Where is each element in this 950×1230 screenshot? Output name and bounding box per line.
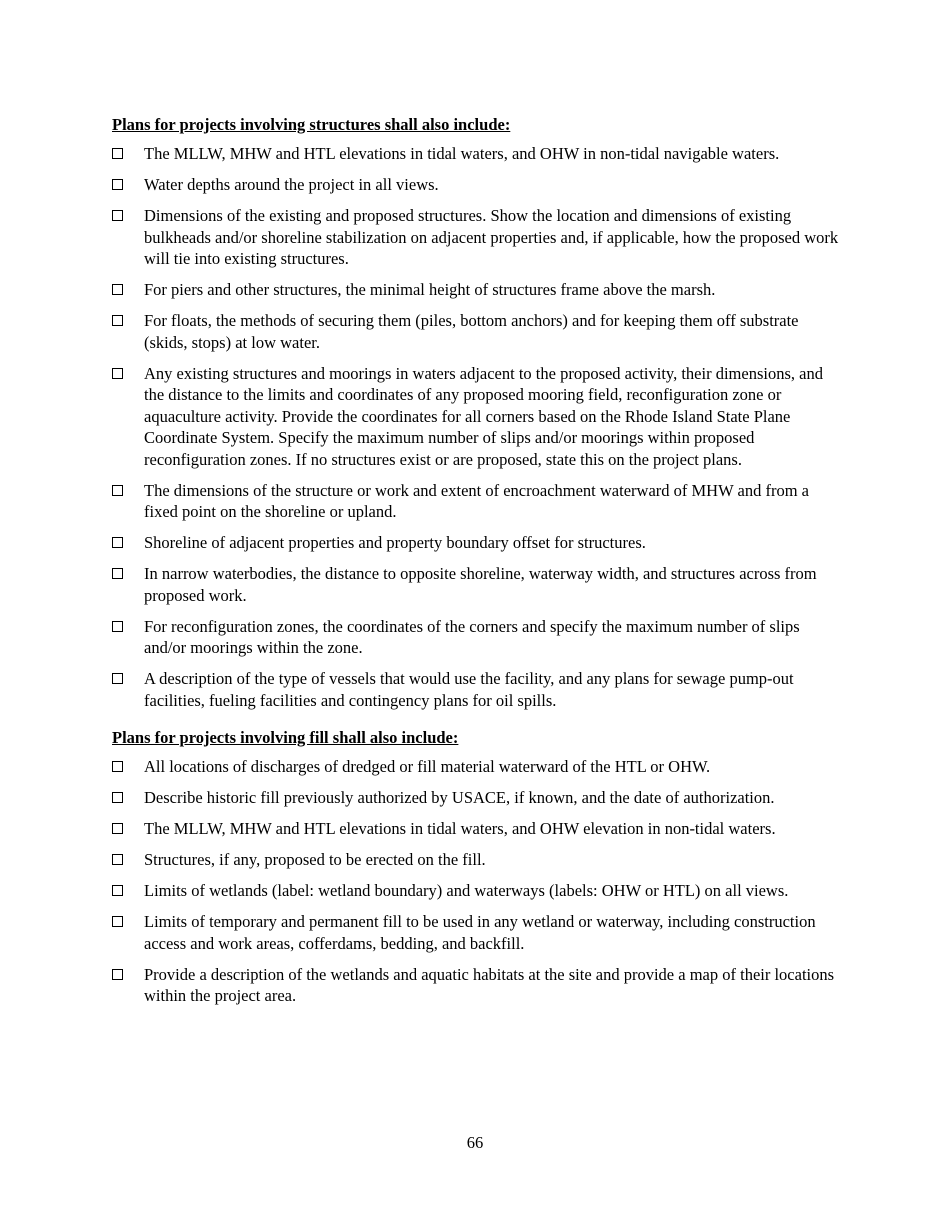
checklist-item — [112, 911, 842, 954]
checkbox[interactable] — [112, 792, 123, 803]
section-heading-fill: Plans for projects involving fill shall also include: — [112, 728, 459, 747]
checkbox[interactable] — [112, 485, 123, 496]
checkbox[interactable] — [112, 315, 123, 326]
checklist-item — [112, 363, 842, 471]
checklist-item — [112, 849, 842, 871]
checklist-item-text: A description of the type of vessels that would use the facility, and any plans for sewage pump-out facilities, fueling facilities and contingency plans for oil spills. — [144, 669, 794, 710]
checklist-item-text: Structures, if any, proposed to be erected on the fill. — [144, 850, 486, 869]
checklist-item — [112, 880, 842, 902]
checkbox[interactable] — [112, 368, 123, 379]
checkbox[interactable] — [112, 761, 123, 772]
checklist-item-text: Shoreline of adjacent properties and property boundary offset for structures. — [144, 533, 646, 552]
checkbox[interactable] — [112, 537, 123, 548]
section-structures — [112, 114, 842, 711]
checklist-item-text: The MLLW, MHW and HTL elevations in tidal waters, and OHW elevation in non-tidal waters. — [144, 819, 776, 838]
checkbox[interactable] — [112, 148, 123, 159]
checklist-item-text: For floats, the methods of securing them (piles, bottom anchors) and for keeping them off substrate (skids, stops) at low water. — [144, 311, 799, 352]
checklist-item-text: Any existing structures and moorings in waters adjacent to the proposed activity, their dimensions, and the distance to the limits and coordinates of any proposed mooring field, reconfiguration zone or aquaculture activity. Provide the coordinates for all corners based on the Rhode Island State Plane Coordinate System. Specify the maximum number of slips and/or moorings within proposed reconfiguration zones. If no structures exist or are proposed, state this on the project plans. — [144, 363, 823, 469]
checklist-item-text: Water depths around the project in all views. — [144, 175, 439, 194]
checkbox[interactable] — [112, 210, 123, 221]
checkbox[interactable] — [112, 823, 123, 834]
checkbox[interactable] — [112, 621, 123, 632]
checklist-item — [112, 964, 842, 1007]
checklist-item — [112, 616, 842, 659]
section-fill — [112, 727, 842, 1007]
checklist-item — [112, 279, 842, 301]
checklist-item-text: Dimensions of the existing and proposed structures. Show the location and dimensions of existing bulkheads and/or shoreline stabilization on adjacent properties and, if applicable, how the proposed work will tie into existing structures. — [144, 206, 839, 268]
checkbox[interactable] — [112, 568, 123, 579]
checklist-item-text: Limits of wetlands (label: wetland boundary) and waterways (labels: OHW or HTL) on all views. — [144, 881, 789, 900]
checkbox[interactable] — [112, 179, 123, 190]
checklist-item — [112, 310, 842, 353]
checklist-item-text: For piers and other structures, the minimal height of structures frame above the marsh. — [144, 280, 716, 299]
checklist-item — [112, 532, 842, 554]
checklist-item-text: In narrow waterbodies, the distance to opposite shoreline, waterway width, and structures across from proposed work. — [144, 564, 817, 605]
checkbox[interactable] — [112, 284, 123, 295]
checklist-item-text: Describe historic fill previously authorized by USACE, if known, and the date of authorization. — [144, 788, 775, 807]
page-number: 66 — [466, 1133, 484, 1152]
checklist-item-text: For reconfiguration zones, the coordinates of the corners and specify the maximum number of slips and/or moorings within the zone. — [144, 616, 800, 657]
checkbox[interactable] — [112, 885, 123, 896]
checklist-item-text: Provide a description of the wetlands and aquatic habitats at the site and provide a map of their locations within the project area. — [144, 964, 835, 1005]
checklist-item — [112, 480, 842, 523]
checklist-item — [112, 563, 842, 606]
checkbox[interactable] — [112, 673, 123, 684]
checklist-item-text: All locations of discharges of dredged or fill material waterward of the HTL or OHW. — [144, 757, 711, 776]
checklist-item-text: The dimensions of the structure or work and extent of encroachment waterward of MHW and from a fixed point on the shoreline or upland. — [144, 480, 809, 521]
checkbox[interactable] — [112, 969, 123, 980]
checklist-item — [112, 756, 842, 778]
checkbox[interactable] — [112, 916, 123, 927]
checklist-item-text: The MLLW, MHW and HTL elevations in tidal waters, and OHW in non-tidal navigable waters. — [144, 144, 780, 163]
checklist-item — [112, 818, 842, 840]
checklist-item — [112, 143, 842, 165]
checklist-item — [112, 668, 842, 711]
section-heading-structures: Plans for projects involving structures shall also include: — [112, 115, 511, 134]
checklist-item — [112, 174, 842, 196]
checklist-item — [112, 787, 842, 809]
checklist-item-text: Limits of temporary and permanent fill to be used in any wetland or waterway, including construction access and work areas, cofferdams, bedding, and backfill. — [144, 912, 816, 953]
checkbox[interactable] — [112, 854, 123, 865]
document-page — [112, 114, 842, 1016]
checklist-item — [112, 205, 842, 270]
